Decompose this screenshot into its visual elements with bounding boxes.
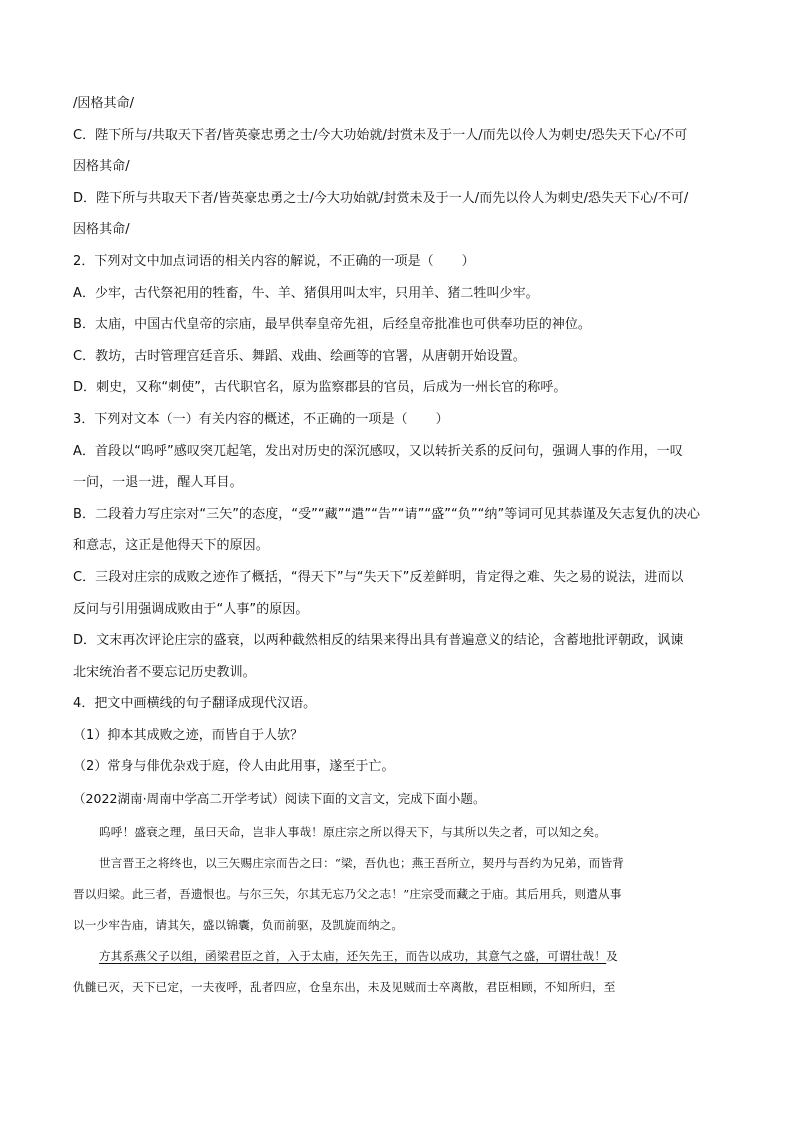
q2-stem [73, 246, 734, 278]
q1-option-d-line1: D．陛下所与共取天下者/皆英豪忠勇之士/今大功始就/封赏未及于一人/而先以伶人为刺史/恐失天下心/不可/ [73, 190, 689, 206]
q1-option-b-tail: /因格其命/ [73, 96, 135, 111]
q4-item-1: （1）抑本其成败之迹，而皆自于人欤？ [73, 727, 304, 743]
q3-option-c-line2: 反问与引用强调成败由于“人事”的原因。 [73, 601, 309, 617]
q2-option-d: D．刺史，又称“刺使”，古代职官名，原为监察郡县的官员，后成为一州长官的称呼。 [73, 380, 567, 396]
q1-option-c-line2: 因格其命/ [73, 159, 130, 175]
classical-passage [73, 817, 734, 1003]
q1-option-d-line2: 因格其命/ [73, 222, 130, 238]
q3-option-b-line1: B．二段着力写庄宗对“三矢”的态度，“受”“藏”“遣”“告”“请”“盛”“负”“纳”等词可见其恭谨及矢志复仇的决心 [73, 506, 700, 522]
q3-option-a-line2: 一问，一退一进，醒人耳目。 [73, 475, 243, 491]
q3-option-c-line1: C．三段对庄宗的成败之迹作了概括，“得天下”与“失天下”反差鲜明，肯定得之难、失之易的说法，进而以 [73, 569, 684, 585]
q3-stem-close: ） [435, 411, 449, 427]
q3-stem-text: 3．下列对文本（一）有关内容的概述，不正确的一项是（ [73, 411, 408, 427]
q2-option-a: A．少牢，古代祭祀用的牲畜，牛、羊、猪俱用叫太牢，只用羊、猪二牲叫少牢。 [73, 285, 539, 301]
passage-paragraph-3-line1 [73, 941, 734, 972]
passage-paragraph-1: 呜呼！盛衰之理，虽曰天命，岂非人事哉！原庄宗之所以得天下，与其所以失之者，可以知之矣。 [99, 824, 607, 839]
q2-option-b: B．太庙，中国古代皇帝的宗庙，最早供奉皇帝先祖，后经皇帝批准也可供奉功臣的神位。 [73, 317, 591, 333]
q4-stem: 4．把文中画横线的句子翻译成现代汉语。 [73, 696, 317, 712]
passage-paragraph-2-line2: 晋以归梁。此三者，吾遗恨也。与尔三矢，尔其无忘乃父之志！”庄宗受而藏之于庙。其后用兵，则遣从事 [73, 886, 622, 901]
q3-option-a-line1: A．首段以“呜呼”感叹突兀起笔，发出对历史的深沉感叹，又以转折关系的反问句，强调人事的作用，一叹 [73, 443, 683, 459]
passage-paragraph-2-line1: 世言晋王之将终也，以三矢赐庄宗而告之曰：“梁，吾仇也；燕王吾所立，契丹与吾约为兄弟，而皆背 [99, 855, 625, 870]
q2-stem-close: ） [461, 253, 475, 269]
passage-paragraph-3-line2: 仇雠已灭，天下已定，一夫夜呼，乱者四应，仓皇东出，未及见贼而士卒离散，君臣相顾，不知所归，至 [73, 979, 616, 994]
source-line: （2022湖南·周南中学高二开学考试）阅读下面的文言文，完成下面小题。 [73, 791, 486, 807]
passage-paragraph-2-line3: 以一少牢告庙，请其矢，盛以锦囊，负而前驱，及凯旋而纳之。 [73, 917, 404, 932]
q3-option-d-line2: 北宋统治者不要忘记历史教训。 [73, 664, 256, 680]
q2-stem-text: 2．下列对文中加点词语的相关内容的解说，不正确的一项是（ [73, 253, 434, 269]
q4-item-2: （2）常身与俳优杂戏于庭，伶人由此用事，遂至于亡。 [73, 759, 395, 775]
passage-text: 及 [606, 948, 618, 963]
underlined-sentence: 方其系燕父子以组，函梁君臣之首，入于太庙，还矢先王，而告以成功，其意气之盛，可谓壮哉！ [99, 948, 607, 963]
q3-stem [73, 404, 734, 436]
q2-option-c: C．教坊，古时管理宫廷音乐、舞蹈、戏曲、绘画等的官署，从唐朝开始设置。 [73, 348, 526, 364]
q3-option-b-line2: 和意志，这正是他得天下的原因。 [73, 538, 269, 554]
q3-option-d-line1: D．文末再次评论庄宗的盛衰，以两种截然相反的结果来得出具有普遍意义的结论，含蓄地批评朝政，讽谏 [73, 633, 684, 649]
q1-option-c-line1: C．陛下所与/共取天下者/皆英豪忠勇之士/今大功始就/封赏未及于一人/而先以伶人为刺史/恐失天下心/不可 [73, 127, 688, 143]
